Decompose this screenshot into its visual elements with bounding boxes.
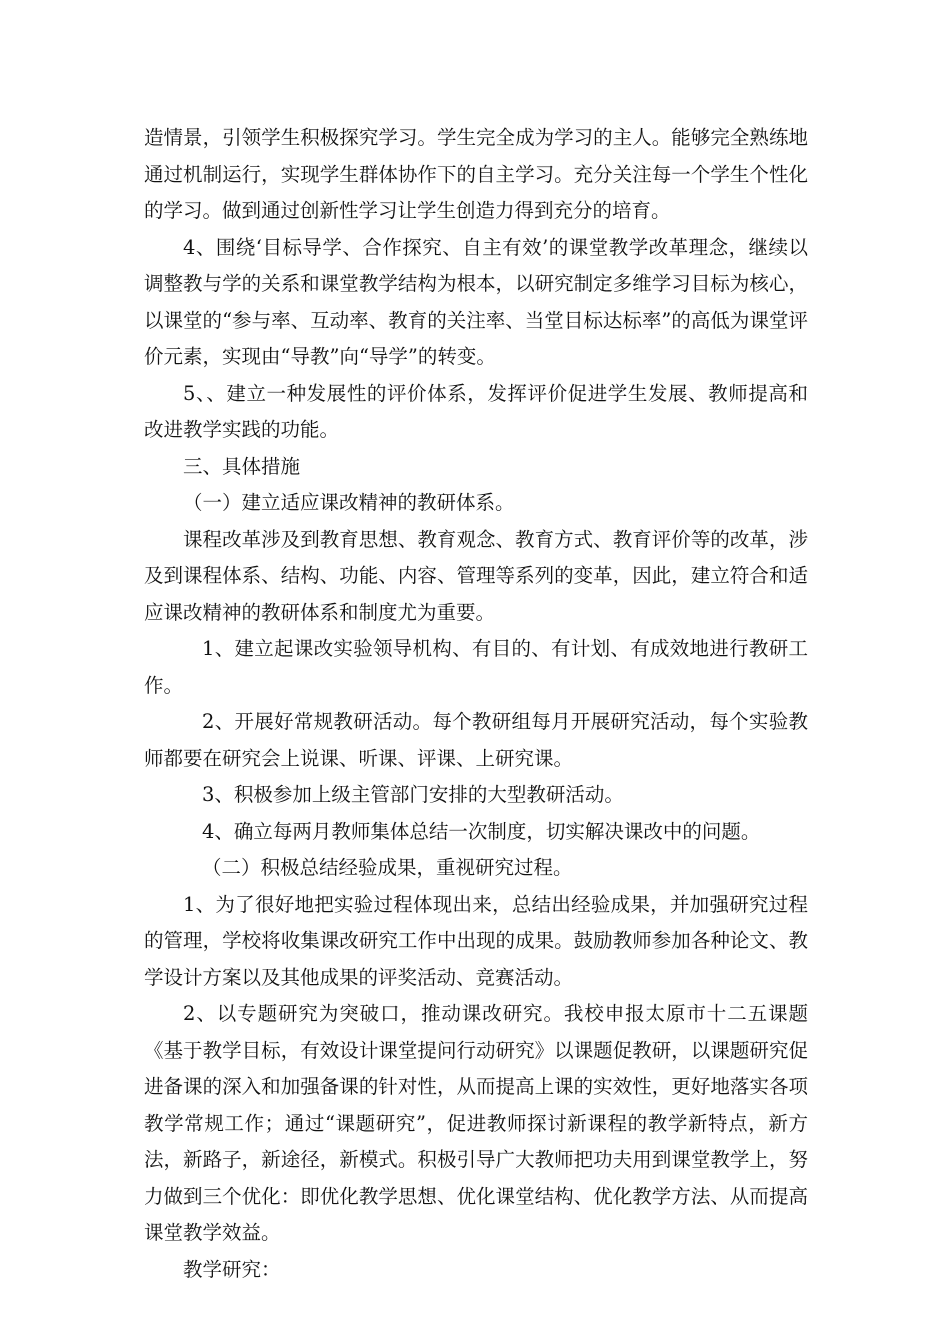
list-item-3: 3、积极参加上级主管部门安排的大型教研活动。 — [202, 783, 624, 806]
list-item-4: 4、确立每两月教师集体总结一次制度，切实解决课改中的问题。 — [202, 819, 761, 843]
subheading-one: （一）建立适应课改精神的教研体系。 — [183, 491, 515, 514]
paragraph-results-2: 2、以专题研究为突破口，推动课改研究。我校申报太原市十二五课题《基于教学目标，有效设计课堂提问行动研究》以课题促教研，以课题研究促进备课的深入和加强备课的针对性，从而提高上课的实效性，更好地落实各项教学常规工作；通过“课题研究”，促进教师探讨新课程的教学新特点，新方法，新路子，新途径，新模式。积极引导广大教师把功夫用到课堂教学上，努力做到三个优化：即优化教学思想、优化课堂结构、优化教学方法、从而提高课堂教学效益。 — [144, 1002, 808, 1244]
paragraph-results-1: 1、为了很好地把实验过程体现出来，总结出经验成果，并加强研究过程的管理，学校将收集课改研究工作中出现的成果。鼓励教师参加各种论文、教学设计方案以及其他成果的评奖活动、竞赛活动。 — [144, 892, 808, 989]
document-body — [144, 120, 808, 1288]
subheading-two: （二）积极总结经验成果，重视研究过程。 — [202, 856, 573, 879]
list-item-1: 1、建立起课改实验领导机构、有目的、有计划、有成效地进行教研工作。 — [144, 637, 808, 697]
paragraph-item-4: 4、围绕‘目标导学、合作探究、自主有效’的课堂教学改革理念，继续以调整教与学的关系和课堂教学结构为根本，以研究制定多维学习目标为核心，以课堂的“参与率、互动率、教育的关注率、当堂目标达标率”的高低为课堂评价元素，实现由“导教”向“导学”的转变。 — [144, 235, 808, 368]
paragraph-reform-overview: 课程改革涉及到教育思想、教育观念、教育方式、教育评价等的改革，涉及到课程体系、结构、功能、内容、管理等系列的变革，因此，建立符合和适应课改精神的教研体系和制度尤为重要。 — [144, 527, 808, 624]
paragraph-item-5: 5、、建立一种发展性的评价体系，发挥评价促进学生发展、教师提高和改进教学实践的功能。 — [144, 381, 808, 441]
paragraph-teaching-research: 教学研究： — [183, 1257, 281, 1281]
list-item-2: 2、开展好常规教研活动。每个教研组每月开展研究活动，每个实验教师都要在研究会上说课、听课、评课、上研究课。 — [144, 710, 808, 770]
paragraph-intro-continuation: 造情景，引领学生积极探究学习。学生完全成为学习的主人。能够完全熟练地通过机制运行，实现学生群体协作下的自主学习。充分关注每一个学生个性化的学习。做到通过创新性学习让学生创造力得到充分的培育。 — [144, 126, 808, 222]
section-heading-measures: 三、具体措施 — [183, 454, 301, 478]
